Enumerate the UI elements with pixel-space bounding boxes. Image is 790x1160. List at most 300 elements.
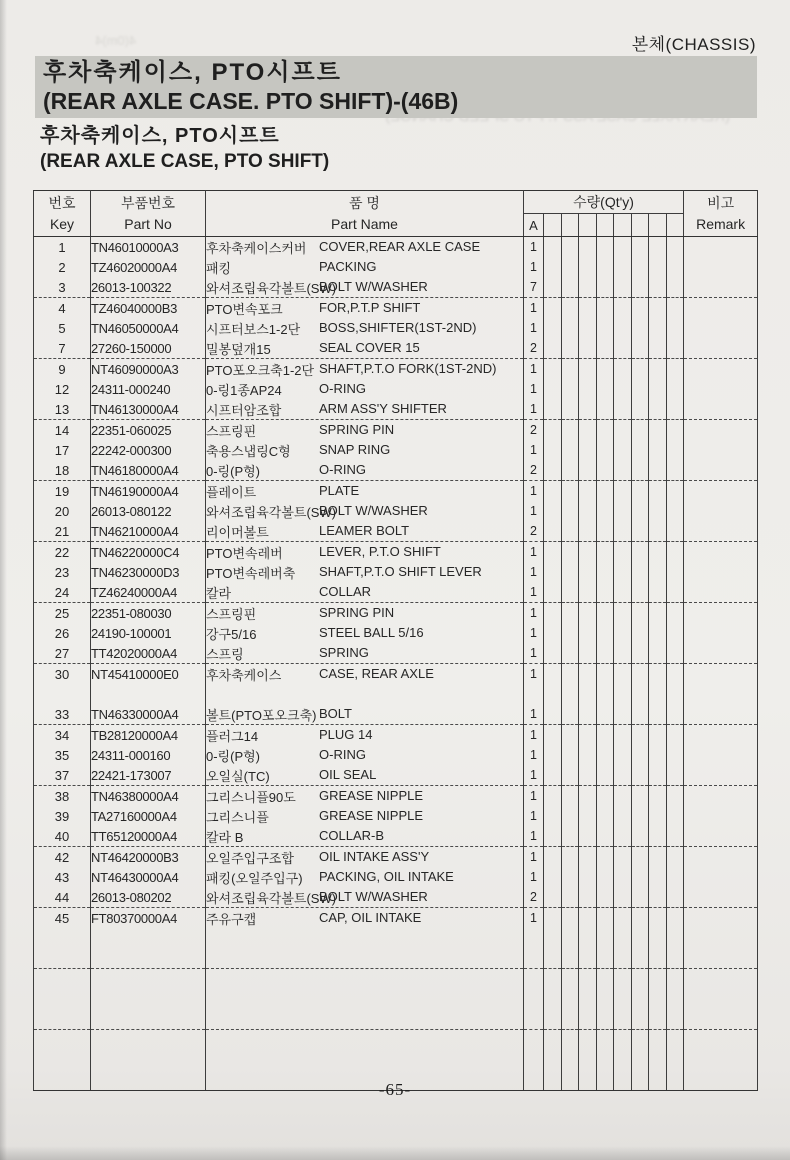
table-row [34, 786, 758, 807]
qty-empty-cell [631, 237, 649, 258]
remark-cell [684, 887, 758, 908]
qty-empty-cell [561, 277, 579, 298]
table-row [34, 664, 758, 685]
part-name-cell: 스프링 SPRING [206, 643, 524, 664]
qty-empty-cell [561, 1009, 579, 1030]
part-name-cell [206, 928, 524, 948]
part-no-cell: TN46380000A4 [91, 786, 206, 807]
qty-a-cell: 1 [524, 562, 544, 582]
qty-empty-cell [614, 298, 632, 319]
qty-empty-cell [649, 1030, 667, 1051]
header-key [34, 191, 91, 237]
qty-empty-cell [666, 623, 684, 643]
part-no-cell: TN46210000A4 [91, 521, 206, 542]
qty-empty-cell [544, 786, 562, 807]
table-row [34, 847, 758, 868]
qty-empty-cell [596, 684, 614, 704]
part-name-english: SPRING [319, 645, 369, 660]
part-no-cell: TN46190000A4 [91, 481, 206, 502]
part-name-english: CASE, REAR AXLE [319, 666, 434, 681]
qty-empty-cell [579, 643, 597, 664]
part-name-english: SHAFT,P.T.O FORK(1ST-2ND) [319, 361, 497, 376]
qty-empty-cell [631, 460, 649, 481]
part-no-cell [91, 684, 206, 704]
qty-empty-cell [649, 420, 667, 441]
scan-edge-shadow-left [0, 0, 7, 1160]
qty-empty-cell [631, 745, 649, 765]
part-name-cell: 강구5/16 STEEL BALL 5/16 [206, 623, 524, 643]
table-row [34, 1030, 758, 1051]
qty-empty-cell [596, 806, 614, 826]
qty-empty-cell [544, 745, 562, 765]
part-no-cell: TN46130000A4 [91, 399, 206, 420]
table-row [34, 603, 758, 624]
part-name-cell: 칼라 B COLLAR-B [206, 826, 524, 847]
qty-empty-cell [596, 765, 614, 786]
table-row [34, 887, 758, 908]
part-no-cell: 26013-080202 [91, 887, 206, 908]
qty-a-cell: 1 [524, 725, 544, 746]
part-name-english: SHAFT,P.T.O SHIFT LEVER [319, 564, 482, 579]
remark-cell [684, 298, 758, 319]
qty-empty-cell [614, 765, 632, 786]
qty-empty-cell [544, 928, 562, 948]
qty-a-cell: 1 [524, 318, 544, 338]
qty-a-cell: 1 [524, 664, 544, 685]
qty-a-cell: 1 [524, 908, 544, 929]
key-cell [34, 948, 91, 969]
part-no-cell: 26013-100322 [91, 277, 206, 298]
qty-a-cell: 1 [524, 359, 544, 380]
key-cell: 30 [34, 664, 91, 685]
qty-empty-cell [579, 786, 597, 807]
part-no-cell [91, 948, 206, 969]
key-cell: 44 [34, 887, 91, 908]
part-name-english: COVER,REAR AXLE CASE [319, 239, 481, 254]
table-row [34, 806, 758, 826]
qty-empty-cell [614, 379, 632, 399]
qty-empty-cell [561, 806, 579, 826]
qty-empty-cell [666, 1009, 684, 1030]
qty-empty-cell [631, 1050, 649, 1070]
remark-cell [684, 806, 758, 826]
part-name-english: O-RING [319, 381, 366, 396]
qty-empty-cell [596, 908, 614, 929]
qty-empty-cell [596, 1030, 614, 1051]
part-name-cell [206, 1030, 524, 1051]
qty-empty-cell [544, 277, 562, 298]
table-row [34, 765, 758, 786]
key-cell: 3 [34, 277, 91, 298]
part-name-cell: 후차축케이스 CASE, REAR AXLE [206, 664, 524, 685]
remark-cell [684, 725, 758, 746]
remark-cell [684, 826, 758, 847]
qty-empty-cell [631, 359, 649, 380]
remark-cell [684, 338, 758, 359]
qty-empty-cell [666, 399, 684, 420]
part-no-cell: TT42020000A4 [91, 643, 206, 664]
table-row [34, 277, 758, 298]
qty-empty-cell [649, 786, 667, 807]
qty-empty-cell [579, 725, 597, 746]
header-remark-en: Remark [696, 215, 746, 232]
remark-cell [684, 745, 758, 765]
qty-empty-cell [561, 867, 579, 887]
qty-empty-cell [666, 664, 684, 685]
qty-empty-cell [631, 521, 649, 542]
table-row [34, 338, 758, 359]
qty-a-cell: 1 [524, 867, 544, 887]
qty-empty-cell [596, 704, 614, 725]
qty-empty-cell [666, 643, 684, 664]
part-name-cell: 축용스냅링C형 SNAP RING [206, 440, 524, 460]
qty-subheader-empty [579, 214, 597, 237]
qty-subheader-empty [596, 214, 614, 237]
qty-empty-cell [614, 359, 632, 380]
part-name-english: SPRING PIN [319, 605, 395, 620]
qty-empty-cell [596, 237, 614, 258]
part-name-cell: 리이머볼트 LEAMER BOLT [206, 521, 524, 542]
qty-empty-cell [649, 806, 667, 826]
part-no-cell [91, 989, 206, 1009]
table-row [34, 420, 758, 441]
part-no-cell: 22421-173007 [91, 765, 206, 786]
qty-a-cell: 1 [524, 582, 544, 603]
qty-empty-cell [561, 298, 579, 319]
qty-empty-cell [631, 542, 649, 563]
qty-empty-cell [561, 786, 579, 807]
section-label-chassis: 본체(CHASSIS) [631, 35, 756, 54]
qty-empty-cell [614, 1030, 632, 1051]
qty-empty-cell [649, 481, 667, 502]
qty-empty-cell [649, 765, 667, 786]
remark-cell [684, 786, 758, 807]
key-cell: 17 [34, 440, 91, 460]
qty-empty-cell [666, 521, 684, 542]
qty-empty-cell [649, 826, 667, 847]
qty-empty-cell [614, 989, 632, 1009]
qty-empty-cell [649, 643, 667, 664]
part-name-cell: 밀봉덮개15 SEAL COVER 15 [206, 338, 524, 359]
qty-empty-cell [596, 725, 614, 746]
key-cell: 7 [34, 338, 91, 359]
header-key-kr: 번호 [48, 194, 76, 211]
qty-empty-cell [596, 298, 614, 319]
qty-empty-cell [561, 1030, 579, 1051]
qty-empty-cell [649, 1050, 667, 1070]
qty-empty-cell [631, 806, 649, 826]
qty-empty-cell [579, 684, 597, 704]
qty-empty-cell [666, 847, 684, 868]
part-name-cell: 그리스니플90도 GREASE NIPPLE [206, 786, 524, 807]
table-row [34, 318, 758, 338]
qty-empty-cell [631, 399, 649, 420]
qty-empty-cell [631, 948, 649, 969]
key-cell [34, 1030, 91, 1051]
part-name-cell [206, 684, 524, 704]
qty-empty-cell [614, 684, 632, 704]
remark-cell [684, 521, 758, 542]
qty-empty-cell [666, 969, 684, 990]
part-name-english: STEEL BALL 5/16 [319, 625, 424, 640]
qty-empty-cell [561, 399, 579, 420]
qty-a-cell: 1 [524, 765, 544, 786]
part-name-english: CAP, OIL INTAKE [319, 910, 422, 925]
qty-empty-cell [596, 481, 614, 502]
qty-empty-cell [649, 237, 667, 258]
part-name-cell [206, 969, 524, 990]
qty-empty-cell [631, 277, 649, 298]
table-row [34, 359, 758, 380]
key-cell: 37 [34, 765, 91, 786]
qty-empty-cell [631, 643, 649, 664]
table-row [34, 1009, 758, 1030]
qty-empty-cell [596, 928, 614, 948]
qty-empty-cell [614, 887, 632, 908]
qty-empty-cell [649, 989, 667, 1009]
part-name-english: O-RING [319, 747, 366, 762]
qty-empty-cell [579, 481, 597, 502]
qty-subheader-empty [649, 214, 667, 237]
part-no-cell [91, 1050, 206, 1070]
qty-empty-cell [666, 928, 684, 948]
qty-empty-cell [649, 969, 667, 990]
qty-empty-cell [561, 948, 579, 969]
qty-empty-cell [666, 786, 684, 807]
remark-cell [684, 989, 758, 1009]
qty-empty-cell [544, 664, 562, 685]
qty-a-cell: 1 [524, 603, 544, 624]
table-row [34, 745, 758, 765]
remark-cell [684, 440, 758, 460]
qty-a-cell: 2 [524, 521, 544, 542]
qty-empty-cell [666, 989, 684, 1009]
qty-empty-cell [649, 887, 667, 908]
part-name-cell: PTO포오크축1-2단 SHAFT,P.T.O FORK(1ST-2ND) [206, 359, 524, 380]
qty-empty-cell [561, 1050, 579, 1070]
title-bar [35, 56, 757, 118]
part-name-english: PLUG 14 [319, 727, 373, 742]
qty-empty-cell [614, 582, 632, 603]
part-name-cell [206, 989, 524, 1009]
qty-empty-cell [631, 318, 649, 338]
qty-empty-cell [649, 745, 667, 765]
remark-cell [684, 379, 758, 399]
remark-cell [684, 237, 758, 258]
qty-empty-cell [631, 420, 649, 441]
qty-empty-cell [666, 704, 684, 725]
part-name-english: ARM ASS'Y SHIFTER [319, 401, 447, 416]
qty-empty-cell [649, 603, 667, 624]
key-cell: 4 [34, 298, 91, 319]
key-cell: 5 [34, 318, 91, 338]
qty-empty-cell [631, 765, 649, 786]
qty-empty-cell [544, 725, 562, 746]
remark-cell [684, 603, 758, 624]
qty-empty-cell [561, 623, 579, 643]
qty-empty-cell [614, 318, 632, 338]
qty-empty-cell [666, 257, 684, 277]
remark-cell [684, 399, 758, 420]
qty-empty-cell [614, 623, 632, 643]
key-cell: 45 [34, 908, 91, 929]
qty-empty-cell [561, 420, 579, 441]
qty-empty-cell [666, 826, 684, 847]
qty-empty-cell [561, 684, 579, 704]
qty-empty-cell [631, 969, 649, 990]
qty-empty-cell [666, 338, 684, 359]
qty-a-cell [524, 989, 544, 1009]
qty-empty-cell [544, 765, 562, 786]
qty-empty-cell [614, 643, 632, 664]
parts-table-body [34, 237, 758, 1091]
part-no-cell: TN46220000C4 [91, 542, 206, 563]
part-name-english: GREASE NIPPLE [319, 788, 424, 803]
qty-a-cell [524, 684, 544, 704]
qty-empty-cell [614, 542, 632, 563]
qty-empty-cell [649, 440, 667, 460]
qty-empty-cell [614, 257, 632, 277]
header-key-en: Key [49, 215, 75, 232]
qty-empty-cell [649, 704, 667, 725]
key-cell [34, 928, 91, 948]
qty-empty-cell [561, 481, 579, 502]
part-name-cell: 플레이트 PLATE [206, 481, 524, 502]
remark-cell [684, 664, 758, 685]
qty-empty-cell [614, 1009, 632, 1030]
part-name-english: LEAMER BOLT [319, 523, 410, 538]
qty-empty-cell [561, 765, 579, 786]
key-cell [34, 989, 91, 1009]
part-name-cell: 후차축케이스커버 COVER,REAR AXLE CASE [206, 237, 524, 258]
part-name-english: BOSS,SHIFTER(1ST-2ND) [319, 320, 477, 335]
qty-empty-cell [544, 643, 562, 664]
remark-cell [684, 948, 758, 969]
table-row [34, 257, 758, 277]
part-name-cell: 시프터암조합 ARM ASS'Y SHIFTER [206, 399, 524, 420]
qty-empty-cell [544, 440, 562, 460]
qty-empty-cell [666, 908, 684, 929]
qty-a-cell: 1 [524, 806, 544, 826]
key-cell: 9 [34, 359, 91, 380]
qty-a-cell [524, 969, 544, 990]
part-name-cell: 0-링(P형) O-RING [206, 460, 524, 481]
qty-empty-cell [544, 867, 562, 887]
key-cell: 43 [34, 867, 91, 887]
key-cell: 13 [34, 399, 91, 420]
table-row [34, 542, 758, 563]
qty-empty-cell [544, 257, 562, 277]
qty-empty-cell [666, 745, 684, 765]
qty-empty-cell [666, 542, 684, 563]
part-name-cell: 주유구캡 CAP, OIL INTAKE [206, 908, 524, 929]
remark-cell [684, 765, 758, 786]
qty-empty-cell [579, 826, 597, 847]
qty-empty-cell [561, 887, 579, 908]
qty-empty-cell [649, 359, 667, 380]
part-name-cell: 와셔조립육각볼트(SW) BOLT W/WASHER [206, 277, 524, 298]
qty-empty-cell [596, 440, 614, 460]
qty-empty-cell [544, 826, 562, 847]
qty-empty-cell [631, 501, 649, 521]
qty-empty-cell [649, 582, 667, 603]
part-name-english: GREASE NIPPLE [319, 808, 424, 823]
qty-empty-cell [579, 664, 597, 685]
remark-cell [684, 969, 758, 990]
qty-empty-cell [579, 399, 597, 420]
qty-empty-cell [561, 582, 579, 603]
qty-empty-cell [544, 542, 562, 563]
qty-empty-cell [579, 806, 597, 826]
table-row [34, 1050, 758, 1070]
qty-empty-cell [596, 1009, 614, 1030]
qty-empty-cell [631, 664, 649, 685]
qty-empty-cell [649, 277, 667, 298]
qty-empty-cell [561, 704, 579, 725]
qty-empty-cell [631, 908, 649, 929]
qty-empty-cell [649, 725, 667, 746]
header-part-name [206, 191, 524, 237]
qty-a-cell [524, 1009, 544, 1030]
qty-empty-cell [596, 460, 614, 481]
qty-empty-cell [666, 725, 684, 746]
qty-empty-cell [666, 603, 684, 624]
key-cell: 23 [34, 562, 91, 582]
qty-empty-cell [666, 481, 684, 502]
part-no-cell: 24311-000160 [91, 745, 206, 765]
qty-empty-cell [596, 989, 614, 1009]
title-korean: 후차축케이스, PTO시프트 [43, 59, 342, 86]
table-row [34, 623, 758, 643]
qty-empty-cell [614, 440, 632, 460]
qty-empty-cell [649, 928, 667, 948]
qty-empty-cell [666, 765, 684, 786]
part-name-cell [206, 1050, 524, 1070]
qty-empty-cell [561, 989, 579, 1009]
qty-empty-cell [579, 460, 597, 481]
header-part-no [91, 191, 206, 237]
part-no-cell: 24190-100001 [91, 623, 206, 643]
key-cell: 39 [34, 806, 91, 826]
part-name-cell: 와셔조립육각볼트(SW) BOLT W/WASHER [206, 887, 524, 908]
qty-empty-cell [579, 379, 597, 399]
part-name-cell: PTO변속레버 LEVER, P.T.O SHIFT [206, 542, 524, 563]
qty-a-cell: 1 [524, 786, 544, 807]
table-row [34, 948, 758, 969]
table-row [34, 440, 758, 460]
part-name-cell: 0-링1종AP24 O-RING [206, 379, 524, 399]
part-name-cell [206, 948, 524, 969]
qty-empty-cell [544, 501, 562, 521]
qty-empty-cell [649, 623, 667, 643]
qty-empty-cell [666, 420, 684, 441]
key-cell: 27 [34, 643, 91, 664]
part-name-english: OIL SEAL [319, 767, 377, 782]
table-row [34, 399, 758, 420]
qty-empty-cell [596, 399, 614, 420]
qty-empty-cell [614, 562, 632, 582]
qty-empty-cell [596, 359, 614, 380]
qty-a-cell: 1 [524, 481, 544, 502]
remark-cell [684, 460, 758, 481]
qty-a-cell: 1 [524, 237, 544, 258]
remark-cell [684, 867, 758, 887]
qty-empty-cell [631, 603, 649, 624]
qty-empty-cell [579, 440, 597, 460]
qty-empty-cell [579, 562, 597, 582]
qty-empty-cell [561, 826, 579, 847]
qty-empty-cell [544, 887, 562, 908]
